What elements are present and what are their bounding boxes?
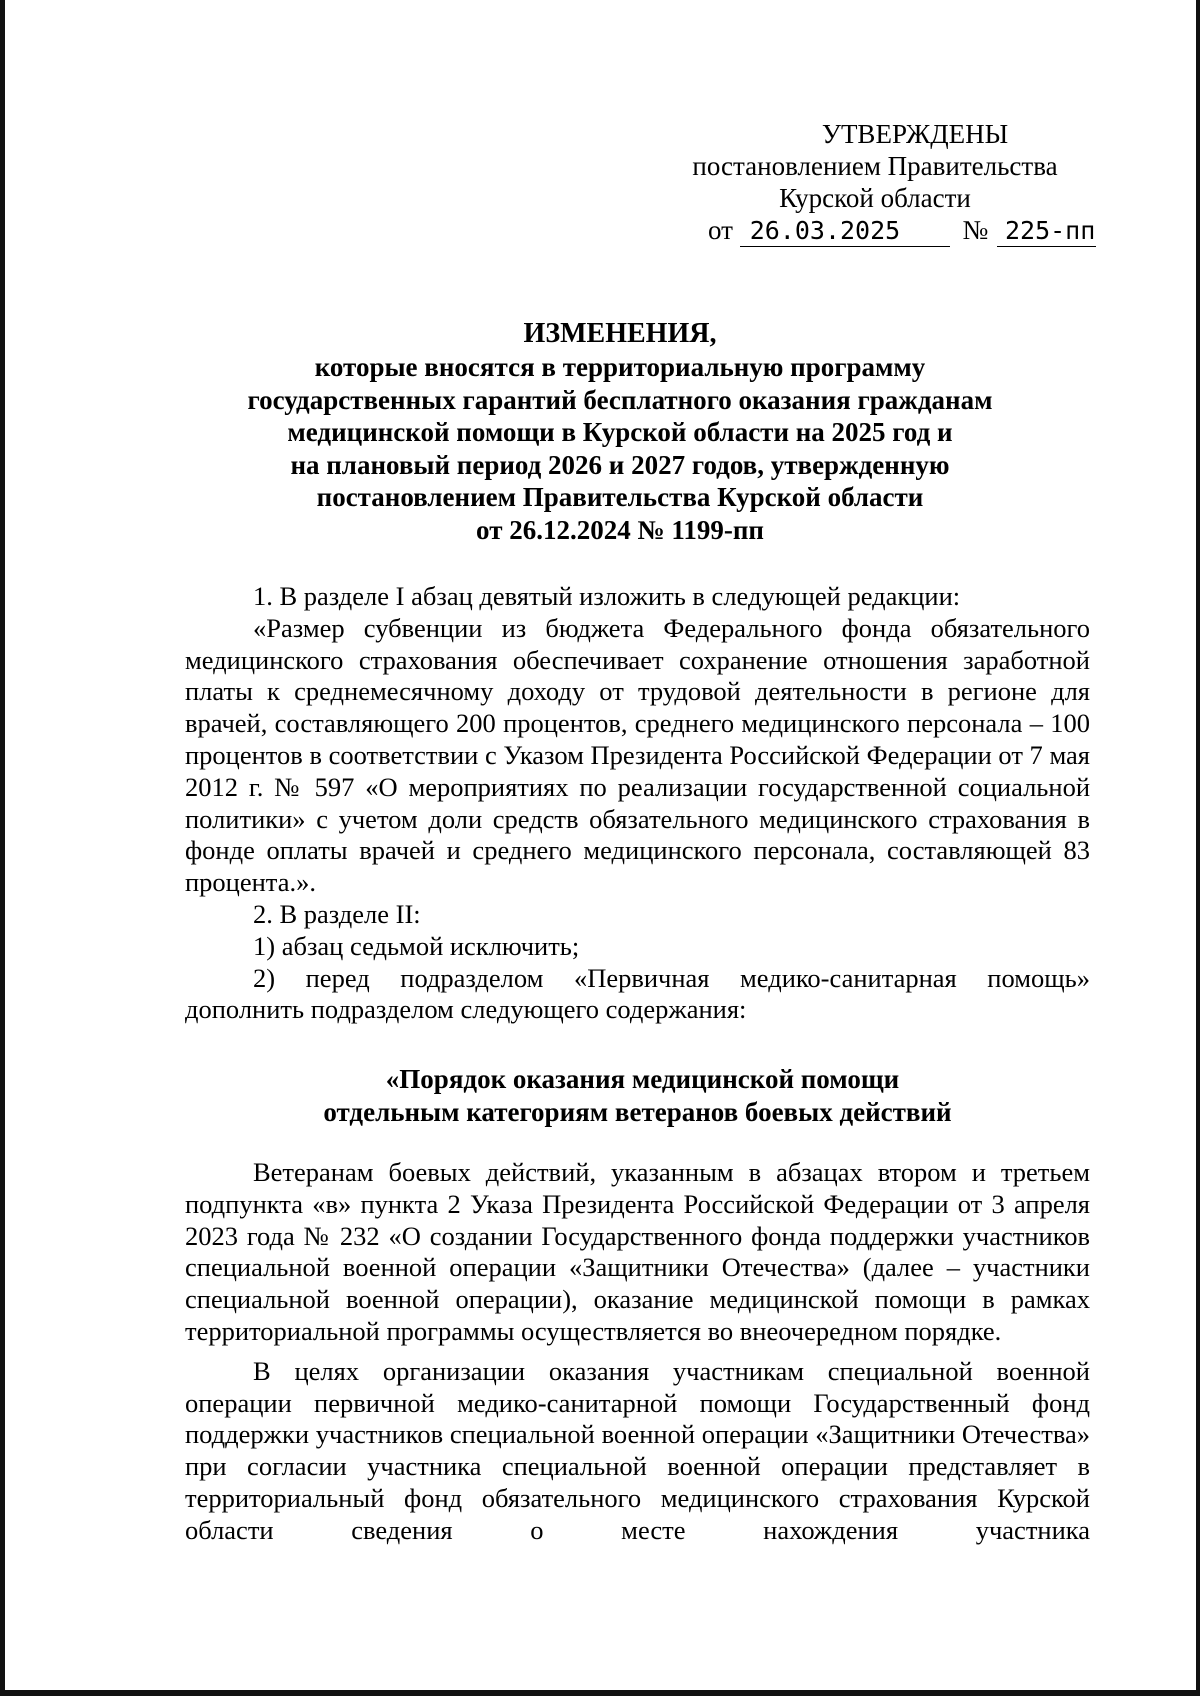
subsection-title-line: отдельным категориям ветеранов боевых действий [323, 1097, 952, 1127]
subsection-title [185, 1063, 1090, 1129]
paragraph: 1. В разделе I абзац девятый изложить в следующей редакции: [253, 581, 961, 611]
scan-border-right [1196, 0, 1200, 1696]
title-line: государственных гарантий бесплатного оказания гражданам [247, 384, 993, 415]
title-line: от 26.12.2024 № 1199-пп [476, 514, 764, 545]
paragraph: «Размер субвенции из бюджета Федерального фонда обязательного медицинского страхования обеспечивает сохранение отношения заработной платы к среднемесячному доходу от трудовой деятельности в регионе для врачей, составляющего 200 процентов, среднего медицинского персонала – 100 процентов в соответствии с Указом Президента Российской Федерации от 7 мая 2012 г. № 597 «О мероприятиях по реализации государственной социальной политики» с учетом доли средств обязательного медицинского страхования в фонде оплаты врачей и среднего медицинского персонала, составляющей 83 процента.». [185, 612, 1090, 898]
approval-line-2: Курской области [779, 183, 971, 213]
paragraph: Ветеранам боевых действий, указанным в абзацах втором и третьем подпункта «в» пункта 2 Указа Президента Российской Федерации от 3 апреля 2023 года № 232 «О создании Государственного фонда поддержки участников специальной военной операции «Защитники Отечества» (далее – участники специальной военной операции), оказание медицинской помощи в рамках территориальной программы осуществляется во внеочередном порядке. [185, 1157, 1090, 1346]
subsection-title-line: «Порядок оказания медицинской помощи [385, 1064, 900, 1094]
scan-border-bottom [0, 1690, 1200, 1696]
from-label: от [708, 215, 733, 245]
body-section-1 [185, 581, 1090, 1026]
title-line: на плановый период 2026 и 2027 годов, утвержденную [290, 449, 950, 480]
approval-number: 225-пп [997, 216, 1096, 247]
document-title [185, 316, 1055, 546]
approval-block [660, 118, 1096, 247]
paragraph: 2. В разделе II: [253, 898, 421, 929]
paragraph: В целях организации оказания участникам специальной военной операции первичной медико-санитарной помощи Государственный фонд поддержки участников специальной военной операции «Защитники Отечества» при согласии участника специальной военной операции представляет в территориальный фонд обязательного медицинского страхования Курской области сведения о месте нахождения участника [185, 1355, 1090, 1545]
approval-line-1: постановлением Правительства [692, 151, 1058, 181]
paragraph: 1) абзац седьмой исключить; [253, 930, 580, 961]
title-line: медицинской помощи в Курской области на 2025 год и [287, 417, 953, 447]
approval-date: 26.03.2025 [740, 216, 950, 247]
approval-heading: УТВЕРЖДЕНЫ [821, 119, 1009, 149]
number-label: № [962, 215, 989, 245]
paragraph: 2) перед подразделом «Первичная медико-санитарная помощь» дополнить подразделом следующего содержания: [185, 962, 1090, 1025]
scan-border-left [0, 0, 5, 1696]
approval-date-row [660, 214, 1096, 247]
title-line: которые вносятся в территориальную программу [314, 352, 926, 382]
title-main: ИЗМЕНЕНИЯ, [523, 318, 717, 349]
body-section-2 [185, 1157, 1090, 1547]
title-line: постановлением Правительства Курской области [316, 482, 924, 512]
